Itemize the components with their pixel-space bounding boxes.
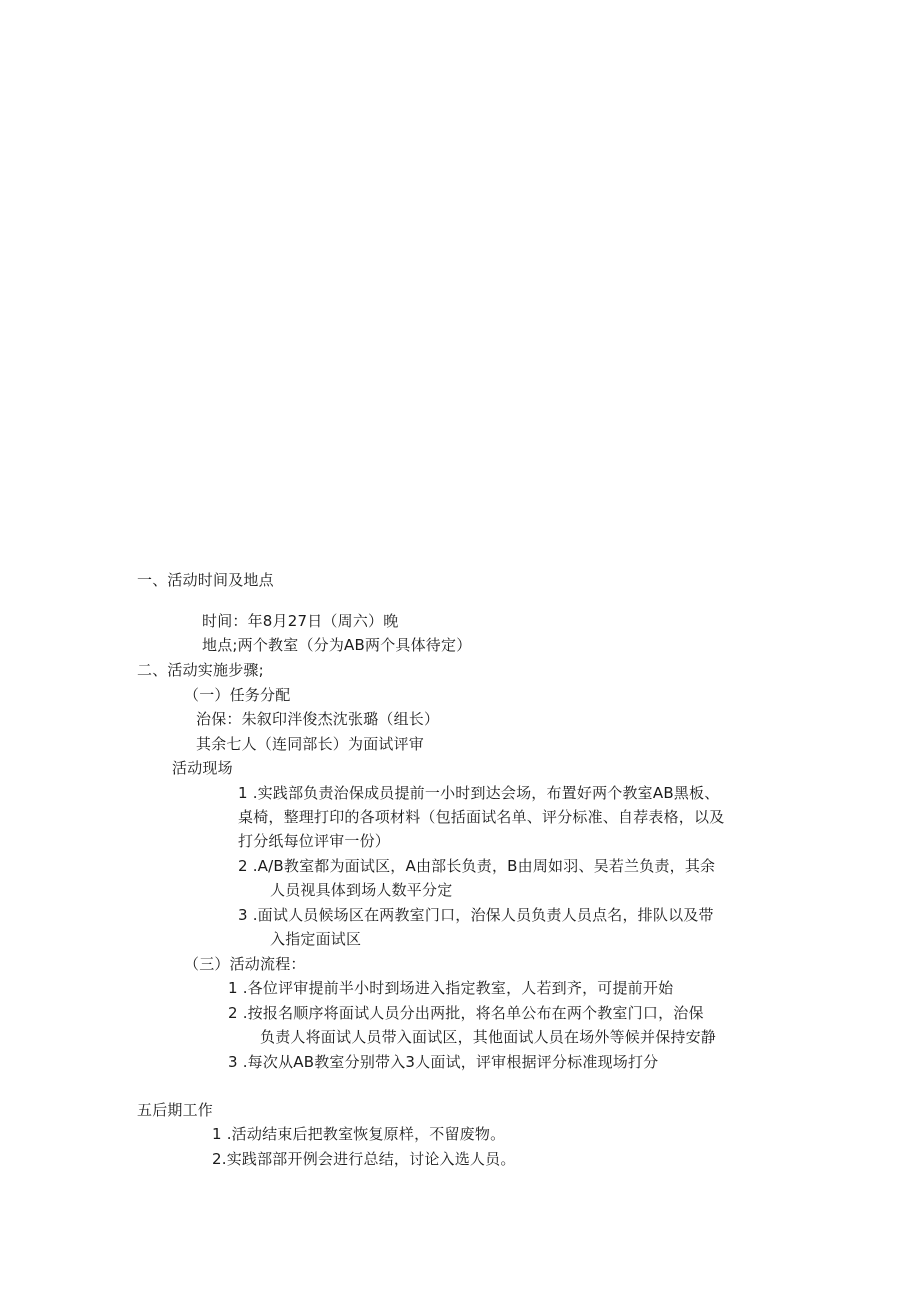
process-item-2-line-1: 2 .按报名顺序将面试人员分出两批，将名单公布在两个教室门口，治保 <box>228 1004 704 1022</box>
venue-item-1-line-3: 打分纸每位评审一份） <box>238 832 391 850</box>
venue-item-3-line-1: 3 .面试人员候场区在两教室门口，治保人员负责人员点名，排队以及带 <box>238 906 714 924</box>
followup-item-1: 1 .活动结束后把教室恢复原样，不留废物。 <box>212 1125 506 1143</box>
venue-item-3-line-2: 入指定面试区 <box>270 930 362 948</box>
event-place: 地点;两个教室（分为AB两个具体待定） <box>202 636 472 654</box>
venue-item-1-line-2: 桌椅，整理打印的各项材料（包括面试名单、评分标准、自荐表格，以及 <box>238 808 725 826</box>
event-time: 时间：年8月27日（周六）晚 <box>202 612 399 630</box>
reviewers-line: 其余七人（连同部长）为面试评审 <box>196 735 425 753</box>
followup-item-2: 2.实践部部开例会进行总结，讨论入选人员。 <box>212 1150 516 1168</box>
subsection-heading-process: （三）活动流程： <box>184 955 306 973</box>
subsection-heading-venue: 活动现场 <box>172 759 233 777</box>
security-team-line: 治保：朱叙印泮俊杰沈张璐（组长） <box>196 710 440 728</box>
subsection-heading-task-assignment: （一）任务分配 <box>184 686 291 704</box>
process-item-3: 3 .每次从AB教室分别带入3人面试，评审根据评分标准现场打分 <box>228 1053 659 1071</box>
process-item-2-line-2: 负责人将面试人员带入面试区，其他面试人员在场外等候并保持安静 <box>260 1028 717 1046</box>
section-heading-time-place: 一、活动时间及地点 <box>137 571 274 589</box>
venue-item-2-line-2: 人员视具体到场人数平分定 <box>270 881 453 899</box>
process-item-1: 1 .各位评审提前半小时到场进入指定教室，人若到齐，可提前开始 <box>228 979 674 997</box>
venue-item-2-line-1: 2 .A/B教室都为面试区，A由部长负责，B由周如羽、吴若兰负责，其余 <box>238 857 716 875</box>
section-heading-steps: 二、活动实施步骤; <box>137 661 264 679</box>
venue-item-1-line-1: 1 .实践部负责治保成员提前一小时到达会场，布置好两个教室AB黑板、 <box>238 784 720 802</box>
section-heading-followup: 五后期工作 <box>137 1101 214 1119</box>
